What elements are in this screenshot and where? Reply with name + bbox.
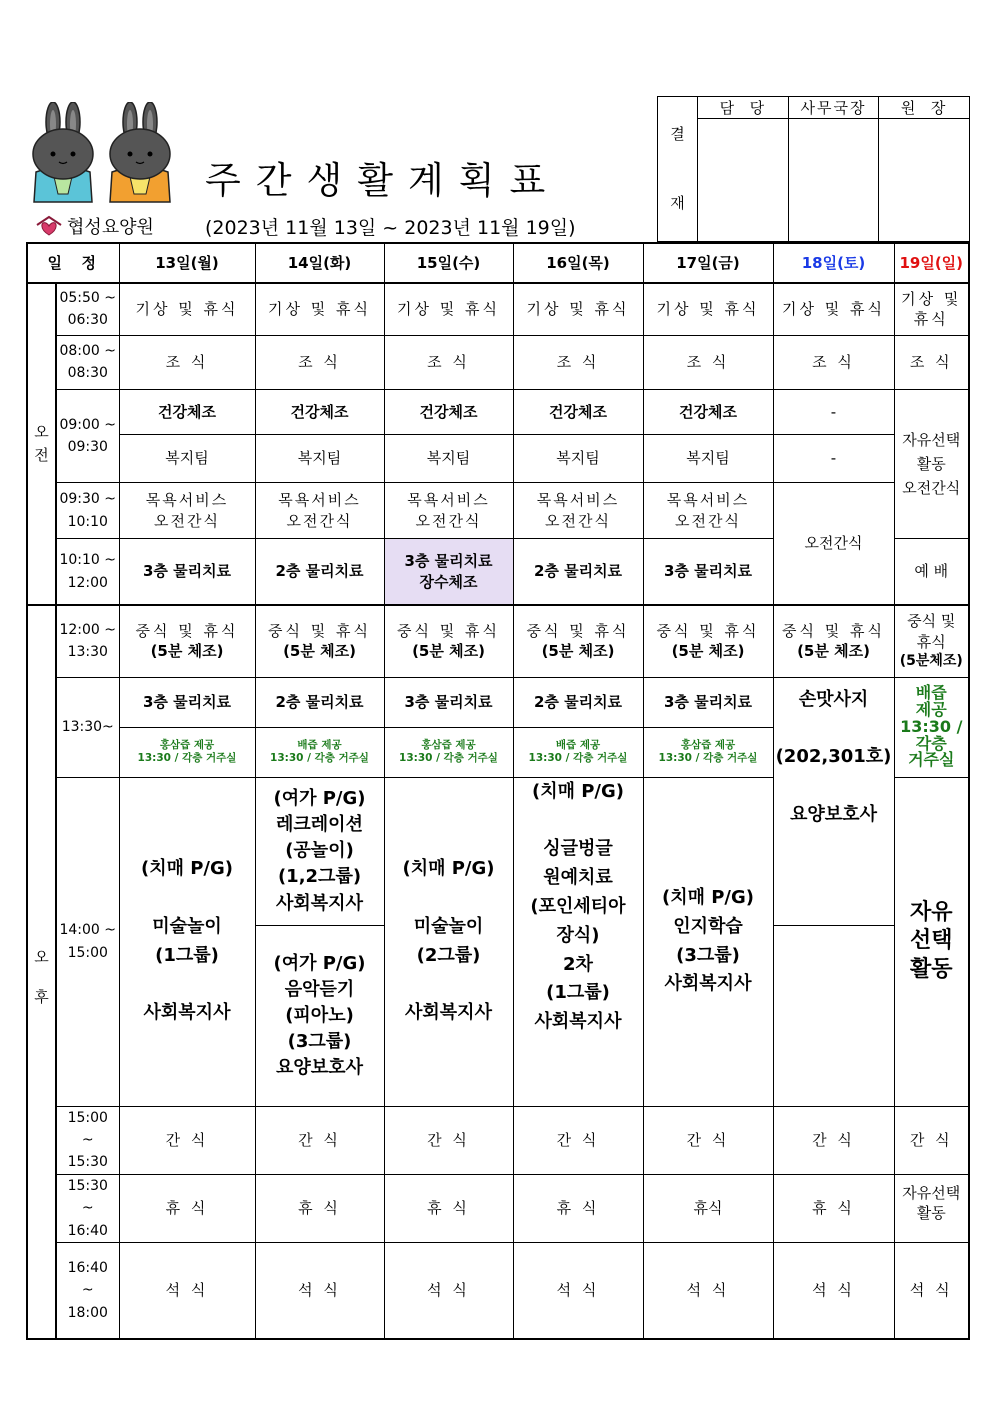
time-cell: 15:00 ~ 15:30 — [56, 1106, 119, 1174]
wake-cell: 기상 및 휴식 — [255, 283, 384, 335]
exercise-cell: 건강체조 — [119, 389, 255, 434]
approval-role-manager: 담 당 — [698, 97, 789, 119]
program-cell-tue-1: (여가 P/G) 레크레이션 (공놀이) (1,2그룹) 사회복지사 — [255, 777, 384, 925]
bath-cell: 목욕서비스 오전간식 — [513, 483, 643, 539]
lunch-cell: 중식 및 휴식 (5분 체조) — [773, 605, 894, 677]
breakfast-cell: 조 식 — [643, 335, 773, 389]
lunch-cell: 중식 및 휴식 (5분 체조) — [513, 605, 643, 677]
physical-therapy-cell: 2층 물리치료 — [255, 677, 384, 727]
wake-cell: 기상 및 휴식 — [894, 283, 969, 335]
program-cell-fri: (치매 P/G) 인지학습 (3그룹) 사회복지사 — [643, 777, 773, 1106]
physical-therapy-cell: 3층 물리치료 — [643, 677, 773, 727]
physical-therapy-cell: 3층 물리치료 — [384, 677, 513, 727]
dinner-cell: 석 식 — [773, 1243, 894, 1339]
rest-cell: 휴 식 — [773, 1174, 894, 1242]
rest-cell: 휴 식 — [119, 1174, 255, 1242]
time-cell: 12:00 ~ 13:30 — [56, 605, 119, 677]
lunch-cell: 중식 및 휴식 (5분 체조) — [384, 605, 513, 677]
time-cell: 08:00 ~ 08:30 — [56, 335, 119, 389]
pm-label: 오 후 — [27, 605, 56, 1339]
time-cell: 09:00 ~ 09:30 — [56, 389, 119, 482]
welfare-team-cell: 복지팀 — [643, 434, 773, 482]
rest-cell: 휴 식 — [513, 1174, 643, 1242]
lunch-cell: 중식 및 휴식 (5분체조) — [894, 605, 969, 677]
physical-therapy-cell: 2층 물리치료 — [513, 677, 643, 727]
approval-role-director: 원 장 — [879, 97, 970, 119]
approval-sign-manager[interactable] — [698, 119, 789, 242]
breakfast-cell: 조 식 — [773, 335, 894, 389]
physical-therapy-cell: 3층 물리치료 장수체조 — [384, 539, 513, 605]
free-activity-cell: 자유 선택 활동 — [894, 777, 969, 1106]
program-cell-mon: (치매 P/G) 미술놀이 (1그룹) 사회복지사 — [119, 777, 255, 1106]
org-name: 협성요양원 — [67, 217, 154, 238]
rest-cell: 휴 식 — [255, 1174, 384, 1242]
free-activity-cell: 자유선택 활동 — [894, 1174, 969, 1242]
approval-label: 결 재 — [658, 97, 698, 242]
approval-sign-secretary[interactable] — [788, 119, 879, 242]
exercise-cell: 건강체조 — [384, 389, 513, 434]
physical-therapy-cell: 2층 물리치료 — [255, 539, 384, 605]
snack-cell: 간 식 — [643, 1106, 773, 1174]
dinner-cell: 석 식 — [384, 1243, 513, 1339]
day-header-wed: 15일(수) — [384, 243, 513, 283]
breakfast-cell: 조 식 — [255, 335, 384, 389]
physical-therapy-cell: 3층 물리치료 — [119, 677, 255, 727]
worship-cell: 예 배 — [894, 539, 969, 605]
lunch-cell: 중식 및 휴식 (5분 체조) — [643, 605, 773, 677]
am-snack-cell: 오전간식 — [773, 483, 894, 605]
exercise-cell: 건강체조 — [255, 389, 384, 434]
page-title: 주간생활계획표 — [205, 159, 561, 202]
breakfast-cell: 조 식 — [384, 335, 513, 389]
weekly-schedule-table — [26, 242, 970, 1340]
breakfast-cell: 조 식 — [894, 335, 969, 389]
wake-cell: 기상 및 휴식 — [773, 283, 894, 335]
juice-cell: 홍삼즙 제공 13:30 / 각층 거주실 — [119, 727, 255, 777]
bath-cell: 목욕서비스 오전간식 — [255, 483, 384, 539]
juice-cell: 배즙 제공 13:30 / 각층 거주실 — [255, 727, 384, 777]
lunch-cell: 중식 및 휴식 (5분 체조) — [255, 605, 384, 677]
day-header-mon: 13일(월) — [119, 243, 255, 283]
period-range: (2023년 11월 13일 ~ 2023년 11월 19일) — [205, 217, 576, 239]
rest-cell: 휴 식 — [384, 1174, 513, 1242]
wake-cell: 기상 및 휴식 — [513, 283, 643, 335]
program-cell-wed: (치매 P/G) 미술놀이 (2그룹) 사회복지사 — [384, 777, 513, 1106]
dinner-cell: 석 식 — [643, 1243, 773, 1339]
program-cell-thu: (치매 P/G) 싱글벙글 원예치료 (포인세티아 장식) 2차 (1그룹) 사회복지사 — [513, 777, 643, 1106]
program-cell-tue-2: (여가 P/G) 음악듣기 (피아노) (3그룹) 요양보호사 — [255, 926, 384, 1106]
breakfast-cell: 조 식 — [513, 335, 643, 389]
approval-sign-director[interactable] — [879, 119, 970, 242]
day-header-sun: 19일(일) — [894, 243, 969, 283]
wake-cell: 기상 및 휴식 — [119, 283, 255, 335]
exercise-cell: 건강체조 — [643, 389, 773, 434]
approval-box — [657, 96, 970, 242]
free-activity-cell: 자유선택 활동 오전간식 — [894, 389, 969, 538]
day-header-sat: 18일(토) — [773, 243, 894, 283]
snack-cell: 간 식 — [894, 1106, 969, 1174]
welfare-team-cell: 복지팀 — [255, 434, 384, 482]
snack-cell: 간 식 — [255, 1106, 384, 1174]
approval-role-secretary: 사무국장 — [788, 97, 879, 119]
juice-cell: 홍삼즙 제공 13:30 / 각층 거주실 — [643, 727, 773, 777]
juice-cell: 배즙 제공 13:30 / 각층 거주실 — [894, 677, 969, 777]
rest-cell: 휴식 — [643, 1174, 773, 1242]
bunny-left-icon — [33, 102, 93, 202]
empty-cell: - — [773, 434, 894, 482]
time-cell: 09:30 ~ 10:10 — [56, 483, 119, 539]
lunch-cell: 중식 및 휴식 (5분 체조) — [119, 605, 255, 677]
bunny-characters-illustration — [28, 102, 178, 207]
day-header-fri: 17일(금) — [643, 243, 773, 283]
time-cell: 15:30 ~ 16:40 — [56, 1174, 119, 1242]
wake-cell: 기상 및 휴식 — [384, 283, 513, 335]
welfare-team-cell: 복지팀 — [119, 434, 255, 482]
welfare-team-cell: 복지팀 — [513, 434, 643, 482]
exercise-cell: 건강체조 — [513, 389, 643, 434]
physical-therapy-cell: 3층 물리치료 — [119, 539, 255, 605]
day-header-tue: 14일(화) — [255, 243, 384, 283]
day-header-thu: 16일(목) — [513, 243, 643, 283]
dinner-cell: 석 식 — [119, 1243, 255, 1339]
snack-cell: 간 식 — [384, 1106, 513, 1174]
bath-cell: 목욕서비스 오전간식 — [119, 483, 255, 539]
physical-therapy-cell: 3층 물리치료 — [643, 539, 773, 605]
time-cell: 05:50 ~ 06:30 — [56, 283, 119, 335]
snack-cell: 간 식 — [773, 1106, 894, 1174]
empty-cell: - — [773, 389, 894, 434]
bath-cell: 목욕서비스 오전간식 — [384, 483, 513, 539]
welfare-team-cell: 복지팀 — [384, 434, 513, 482]
time-cell: 10:10 ~ 12:00 — [56, 539, 119, 605]
org-logo-icon — [35, 215, 63, 237]
am-label: 오 전 — [27, 283, 56, 605]
wake-cell: 기상 및 휴식 — [643, 283, 773, 335]
time-cell: 13:30~ — [56, 677, 119, 777]
breakfast-cell: 조 식 — [119, 335, 255, 389]
bath-cell: 목욕서비스 오전간식 — [643, 483, 773, 539]
snack-cell: 간 식 — [119, 1106, 255, 1174]
organization — [35, 213, 154, 239]
time-cell: 14:00 ~ 15:00 — [56, 777, 119, 1106]
hand-massage-cell: 손맛사지 (202,301호) 요양보호사 — [773, 677, 894, 926]
dinner-cell: 석 식 — [894, 1243, 969, 1339]
juice-cell: 홍삼즙 제공 13:30 / 각층 거주실 — [384, 727, 513, 777]
physical-therapy-cell: 2층 물리치료 — [513, 539, 643, 605]
corner-header: 일 정 — [27, 243, 119, 283]
bunny-right-icon — [110, 102, 170, 202]
time-cell: 16:40 ~ 18:00 — [56, 1243, 119, 1339]
juice-cell: 배즙 제공 13:30 / 각층 거주실 — [513, 727, 643, 777]
dinner-cell: 석 식 — [255, 1243, 384, 1339]
dinner-cell: 석 식 — [513, 1243, 643, 1339]
snack-cell: 간 식 — [513, 1106, 643, 1174]
